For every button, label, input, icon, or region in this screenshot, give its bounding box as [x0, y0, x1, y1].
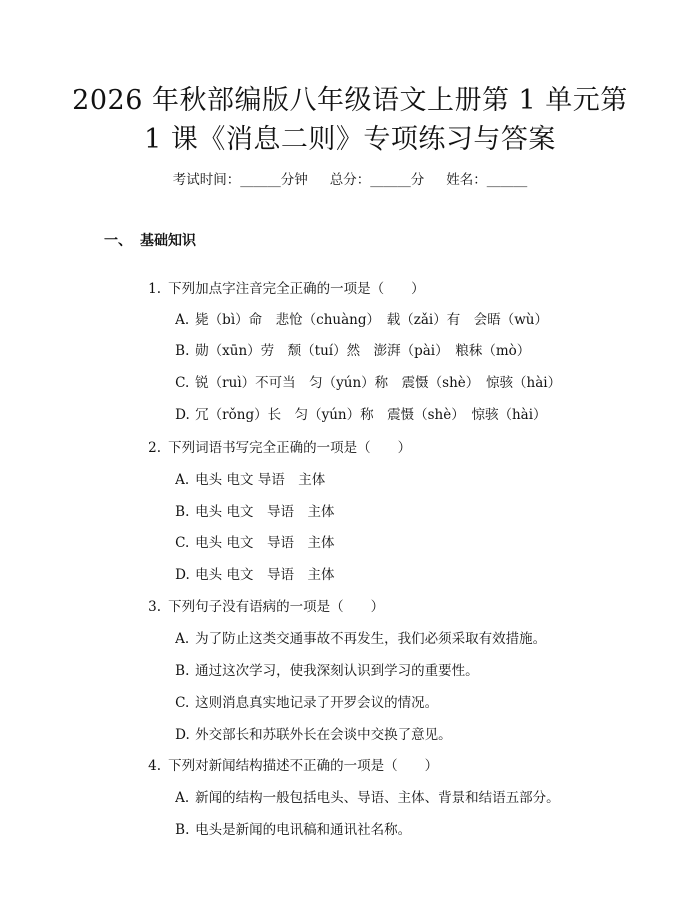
- option-text: 新闻的结构一般包括电头、导语、主体、背景和结语五部分。: [195, 790, 560, 806]
- option-text: 为了防止这类交通事故不再发生，我们必须采取有效措施。: [195, 631, 547, 647]
- student-name: 姓名：______: [446, 172, 528, 188]
- option-label: D.: [175, 567, 190, 583]
- exam-time: 考试时间：______分钟: [172, 172, 308, 188]
- option-text: 电头 电文 导语 主体: [195, 504, 335, 520]
- question-4-option-b: [158, 802, 411, 854]
- option-text: 电头 电文 导语 主体: [195, 535, 335, 551]
- section-number: 一、: [104, 233, 132, 249]
- option-label: A.: [175, 472, 190, 488]
- exam-meta: [0, 168, 700, 188]
- option-text: 通过这次学习，使我深刻认识到学习的重要性。: [195, 663, 479, 679]
- option-text: 锐（ruì）不可当 匀（yún）称 震慑（shè） 惊骇（hài）: [195, 375, 562, 391]
- option-text: 毙（bì）命 悲怆（chuàng） 载（zǎi）有 会晤（wù）: [195, 312, 548, 328]
- option-text: 冗（rǒng）长 匀（yún）称 震慑（shè） 惊骇（hài）: [195, 407, 547, 423]
- question-number: 2.: [148, 440, 162, 456]
- question-number: 4.: [148, 758, 162, 774]
- document-title-line-2: 1 课《消息二则》专项练习与答案: [144, 124, 556, 155]
- option-text: 勋（xūn）劳 颓（tuí）然 澎湃（pài） 粮秣（mò）: [195, 343, 531, 359]
- option-text: 电头是新闻的电讯稿和通讯社名称。: [195, 822, 412, 838]
- question-stem: 下列词语书写完全正确的一项是（ ）: [168, 440, 412, 456]
- exam-score: 总分：______分: [329, 172, 425, 188]
- option-label: C.: [175, 535, 190, 551]
- option-label: A.: [175, 631, 190, 647]
- option-text: 电头 电文 导语 主体: [195, 472, 326, 488]
- option-label: C.: [175, 375, 190, 391]
- document-title-line-1: 2026 年秋部编版八年级语文上册第 1 单元第: [72, 85, 628, 116]
- section-heading: [104, 230, 196, 250]
- option-label: D.: [175, 727, 190, 743]
- question-number: 1.: [148, 281, 162, 297]
- question-stem: 下列句子没有语病的一项是（ ）: [168, 599, 385, 615]
- option-text: 外交部长和苏联外长在会谈中交换了意见。: [195, 727, 452, 743]
- question-stem: 下列对新闻结构描述不正确的一项是（ ）: [168, 758, 439, 774]
- option-label: B.: [175, 343, 190, 359]
- option-label: A.: [175, 790, 190, 806]
- option-label: A.: [175, 312, 190, 328]
- question-number: 3.: [148, 599, 162, 615]
- option-label: B.: [175, 504, 190, 520]
- option-text: 电头 电文 导语 主体: [195, 567, 335, 583]
- option-label: C.: [175, 695, 190, 711]
- option-text: 这则消息真实地记录了开罗会议的情况。: [195, 695, 439, 711]
- question-stem: 下列加点字注音完全正确的一项是（ ）: [168, 281, 425, 297]
- section-title: 基础知识: [140, 233, 196, 249]
- option-label: B.: [175, 822, 190, 838]
- option-label: B.: [175, 663, 190, 679]
- option-label: D.: [175, 407, 190, 423]
